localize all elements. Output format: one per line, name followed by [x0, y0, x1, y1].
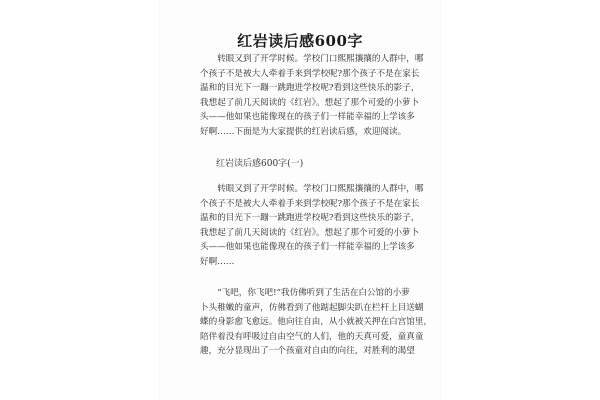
intro-paragraph: [200, 52, 424, 140]
document-page: [160, 0, 440, 400]
text-line: 好啊……: [200, 256, 235, 267]
text-line: “飞吧，你飞吧!”我仿佛听到了生活在白公馆的小萝: [200, 288, 410, 298]
text-line: 个孩子不是被大人牵着手来到学校呢?那个孩子不是在家长: [200, 198, 420, 209]
section-paragraph: [200, 182, 424, 270]
quote-paragraph: [200, 286, 433, 359]
text-line: 陪伴着没有呼吸过自由空气的人们，他的天真可爱，童真童: [200, 331, 424, 342]
text-line: 我想起了前几天阅读的《红岩》。想起了那个可爱的小萝卜: [200, 227, 420, 238]
text-line: 温和的目光下一蹦一跳跑进学校呢?看到这些快乐的影子，: [200, 83, 420, 94]
text-line: 蝶的身影愈飞愈远。他向往自由，从小就被关押在白宫馆里，: [200, 317, 433, 328]
text-line: 头——他如果也能像现在的孩子们一样能幸福的上学该多: [200, 112, 415, 123]
text-line: 个孩子不是被大人牵着手来到学校呢?那个孩子不是在家长: [200, 68, 420, 79]
text-line: 好啊……下面是为大家提供的红岩读后感，欢迎阅读。: [200, 126, 407, 137]
text-line: 温和的目光下一蹦一跳跑进学校呢?看到这些快乐的影子，: [200, 213, 420, 224]
text-line: 卜头稚嫩的童声，仿佛看到了他踮起脚尖趴在栏杆上目送蝴: [200, 302, 424, 313]
text-line: 转眼又到了开学时候。学校门口熙熙攘攘的人群中，哪: [200, 54, 424, 64]
section-heading: 红岩读后感600字(一): [216, 159, 304, 169]
text-line: 趣，充分显现出了一个孩童对自由的向往，对胜利的渴望: [200, 346, 415, 357]
text-line: 转眼又到了开学时候。学校门口熙熙攘攘的人群中，哪: [200, 184, 424, 194]
text-line: 头——他如果也能像现在的孩子们一样能幸福的上学该多: [200, 242, 415, 253]
text-line: 我想起了前几天阅读的《红岩》。想起了那个可爱的小萝卜: [200, 97, 420, 108]
document-title: 红岩读后感600字: [237, 32, 363, 50]
